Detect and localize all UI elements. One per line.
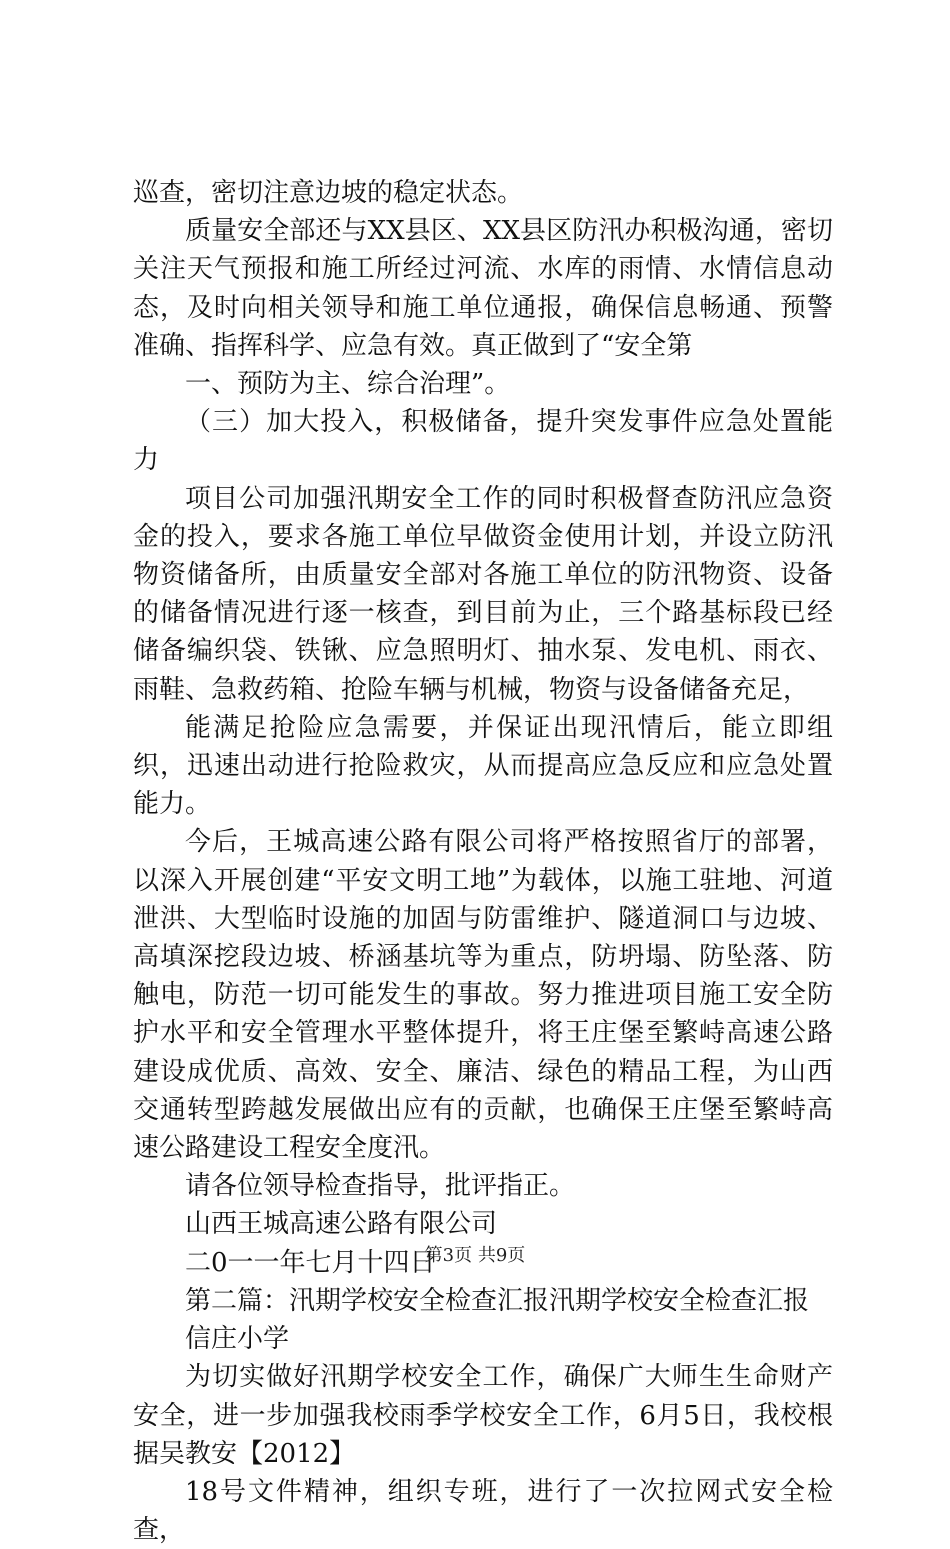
document-body <box>133 174 833 1549</box>
page-number: 第3页 共9页 <box>424 1245 526 1266</box>
article-title: 第二篇：汛期学校安全检查汇报汛期学校安全检查汇报 <box>185 1285 810 1316</box>
section-heading: （三）加大投入，积极储备，提升突发事件应急处置能力 <box>133 407 833 476</box>
signature-organization: 山西王城高速公路有限公司 <box>185 1209 498 1240</box>
article-author: 信庄小学 <box>185 1324 290 1355</box>
closing-line: 请各位领导检查指导，批评指正。 <box>185 1171 576 1202</box>
signature-date: 二0一一年七月十四日 <box>185 1247 436 1278</box>
paragraph: 一、预防为主、综合治理”。 <box>185 369 511 400</box>
paragraph: 18号文件精神，组织专班，进行了一次拉网式安全检查， <box>133 1476 833 1546</box>
paragraph: 能满足抢险应急需要，并保证出现汛情后，能立即组织，迅速出动进行抢险救灾，从而提高应急反应和应急处置能力。 <box>133 712 833 820</box>
paragraph: 巡查，密切注意边坡的稳定状态。 <box>133 178 524 208</box>
paragraph: 项目公司加强汛期安全工作的同时积极督查防汛应急资金的投入，要求各施工单位早做资金使用计划，并设立防汛物资储备所，由质量安全部对各施工单位的防汛物资、设备的储备情况进行逐一核查，到目前为止，三个路基标段已经储备编织袋、铁锹、应急照明灯、抽水泵、发电机、雨衣、雨鞋、急救药箱、抢险车辆与机械，物资与设备储备充足， <box>133 483 833 705</box>
paragraph: 质量安全部还与XX县区、XX县区防汛办积极沟通，密切关注天气预报和施工所经过河流、水库的雨情、水情信息动态，及时向相关领导和施工单位通报，确保信息畅通、预警准确、指挥科学、应急有效。真正做到了“安全第 <box>133 216 833 361</box>
paragraph: 今后，王城高速公路有限公司将严格按照省厅的部署，以深入开展创建“平安文明工地”为载体，以施工驻地、河道泄洪、大型临时设施的加固与防雷维护、隧道洞口与边坡、高填深挖段边坡、桥涵基坑等为重点，防坍塌、防坠落、防触电，防范一切可能发生的事故。努力推进项目施工安全防护水平和安全管理水平整体提升，将王庄堡至繁峙高速公路建设成优质、高效、安全、廉洁、绿色的精品工程，为山西交通转型跨越发展做出应有的贡献，也确保王庄堡至繁峙高速公路建设工程安全度汛。 <box>133 827 833 1164</box>
paragraph: 为切实做好汛期学校安全工作，确保广大师生生命财产安全，进一步加强我校雨季学校安全工作，6月5日，我校根据吴教安【2012】 <box>133 1362 833 1469</box>
